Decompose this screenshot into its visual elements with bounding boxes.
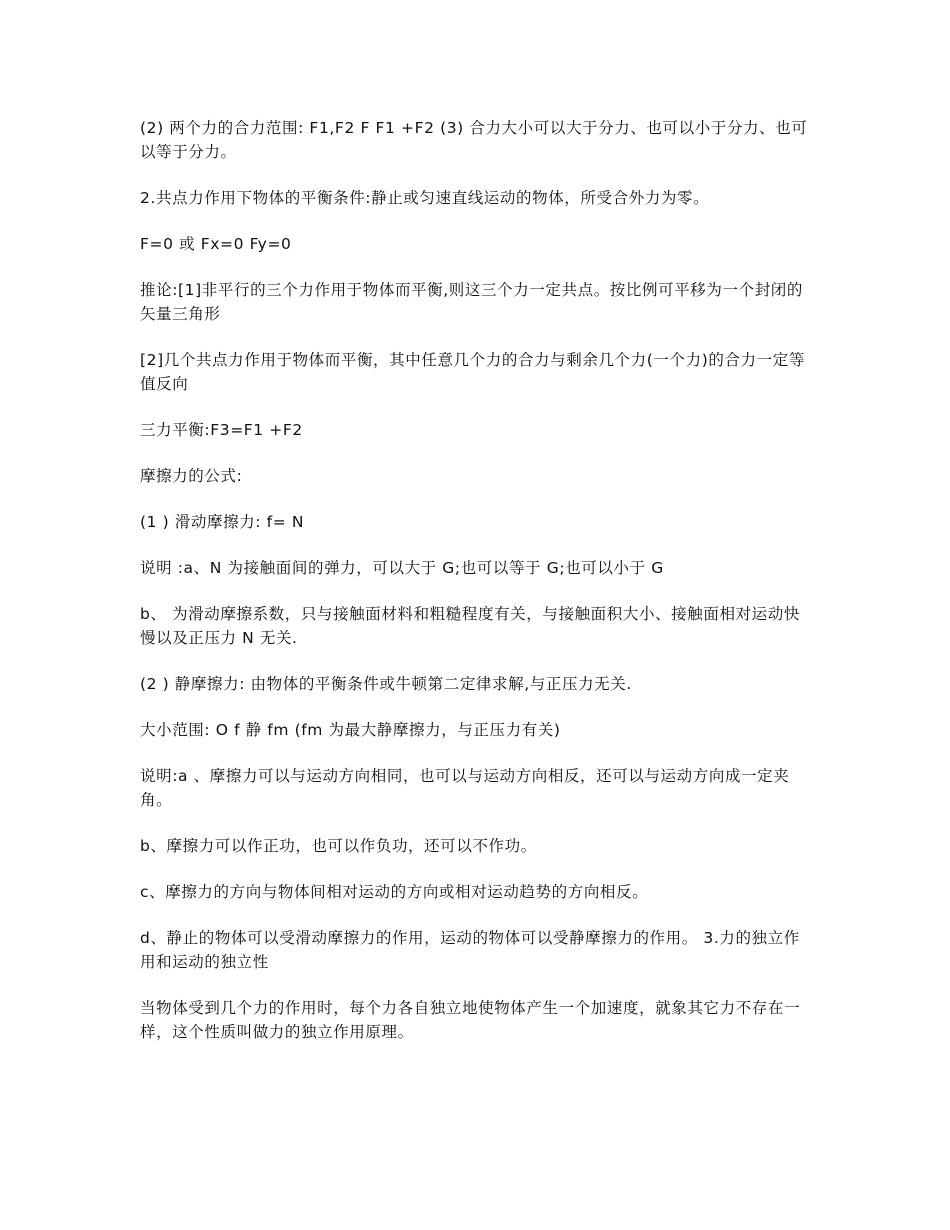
paragraph-note-a-normal-force: 说明 :a、N 为接触面间的弹力，可以大于 G;也可以等于 G;也可以小于 G: [140, 559, 664, 577]
paragraph-corollary-1: 推论:[1]非平行的三个力作用于物体而平衡,则这三个力一定共点。按比例可平移为一个封闭的矢量三角形: [140, 281, 804, 323]
paragraph-independence-principle: 当物体受到几个力的作用时，每个力各自独立地使物体产生一个加速度，就象其它力不存在一样，这个性质叫做力的独立作用原理。: [140, 999, 801, 1041]
paragraph-equilibrium-formula: F=0 或 Fx=0 Fy=0: [140, 235, 292, 253]
paragraph-static-friction: (2 ) 静摩擦力: 由物体的平衡条件或牛顿第二定律求解,与正压力无关.: [140, 675, 632, 693]
paragraph-static-kinetic-note: d、静止的物体可以受滑动摩擦力的作用，运动的物体可以受静摩擦力的作用。 3.力的独立作用和运动的独立性: [140, 929, 800, 971]
paragraph-friction-opposite-note: c、摩擦力的方向与物体间相对运动的方向或相对运动趋势的方向相反。: [140, 883, 649, 901]
paragraph-static-friction-range: 大小范围: O f 静 fm (fm 为最大静摩擦力，与正压力有关): [140, 721, 561, 739]
paragraph-friction-work-note: b、摩擦力可以作正功，也可以作负功，还可以不作功。: [140, 837, 537, 855]
paragraph-equilibrium-condition: 2.共点力作用下物体的平衡条件:静止或匀速直线运动的物体，所受合外力为零。: [140, 189, 710, 207]
document-page: [140, 116, 808, 1066]
paragraph-resultant-force-range: (2) 两个力的合力范围: F1,F2 F F1 +F2 (3) 合力大小可以大于分力、也可以小于分力、也可以等于分力。: [140, 119, 808, 161]
paragraph-note-b-coefficient: b、 为滑动摩擦系数，只与接触面材料和粗糙程度有关，与接触面积大小、接触面相对运动快慢以及正压力 N 无关.: [140, 605, 800, 647]
paragraph-sliding-friction: (1 ) 滑动摩擦力: f= N: [140, 513, 305, 531]
paragraph-three-force-balance: 三力平衡:F3=F1 +F2: [140, 421, 303, 439]
paragraph-friction-direction-note: 说明:a 、摩擦力可以与运动方向相同，也可以与运动方向相反，还可以与运动方向成一定夹角。: [140, 767, 790, 809]
paragraph-corollary-2: [2]几个共点力作用于物体而平衡，其中任意几个力的合力与剩余几个力(一个力)的合力一定等值反向: [140, 351, 805, 393]
paragraph-friction-formula-heading: 摩擦力的公式:: [140, 467, 243, 485]
